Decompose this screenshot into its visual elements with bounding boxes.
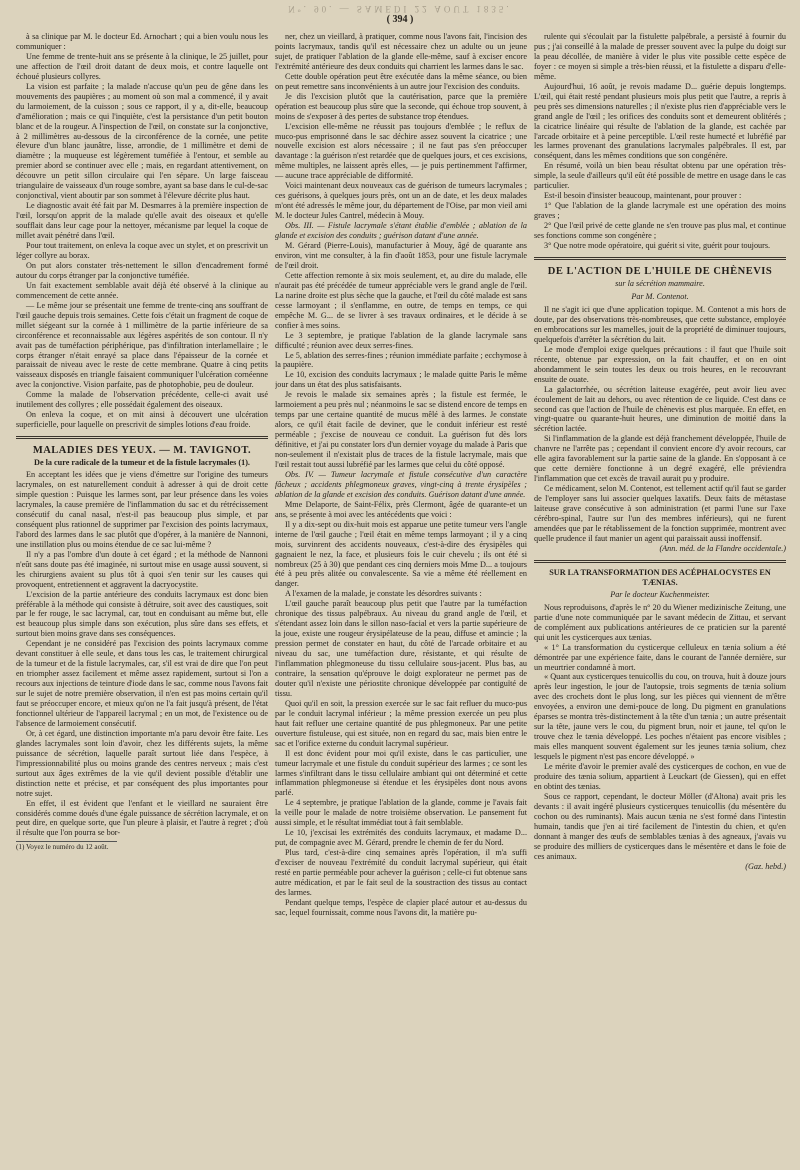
paragraph: Nous reproduisons, d'après le n° 20 du Wiener medizinische Zeitung, une partie d'une note communiquée par le savant médecin de Zittau, et servant de complément aux publications antérieures de ce praticien sur la parenté qui unit les cysticerques aux tænias.: [534, 602, 786, 642]
paragraph: rulente qui s'écoulait par la fistulette palpébrale, a persisté à fournir du pus ; j'ai conseillé à la malade de presser souvent avec la pulpe du doigt sur la peau décollée, de manière à vider le plus vite possible cette espèce de foyer : ce moyen si simple a très-bien réussi, et la fistulette a disparu d'elle-même.: [534, 32, 786, 81]
paragraph: Il ne s'agit ici que d'une application topique. M. Contenot a mis hors de doute, par des observations très-nombreuses, que cette substance, employée en embrocations sur les mamelles, jouit de la propriété de diminuer toujours, quelquefois d'arrêter la sécrétion du lait.: [534, 304, 786, 344]
paragraph: Je dis l'excision plutôt que la cautérisation, parce que la première opération est beaucoup plus sûre que la seconde, qui échoue trop souvent, à moins de s'exposer à des pertes de substance trop étendues.: [275, 91, 527, 121]
paragraph: Si l'inflammation de la glande est déjà franchement développée, l'huile de chanvre ne l'arrête pas ; cependant il convient encore d'y avoir recours, car elle agira favorablement sur la partie saine de la glande. En s'opposant à ce que cette dernière fonctionne à un degré exagéré, elle préviendra l'inflammation que cet excès de travail aurait pu y produire.: [534, 434, 786, 484]
paragraph: L'excision elle-même ne réussit pas toujours d'emblée ; le reflux de muco-pus emprisonné dans le sac déchire assez souvent la cicatrice ; une nouvelle excision est alors nécessaire ; il ne faut pas s'en préoccuper davantage : la guérison n'est retardée que de quelques jours, et ces excisions, même multiples, ne laissent après elles, — je puis pertinemment l'affirmer, — aucune trace appréciable de difformité.: [275, 121, 527, 181]
observation-4-body: [275, 500, 527, 918]
paragraph: M. Gérard (Pierre-Louis), manufacturier à Mouy, âgé de quarante ans environ, vint me consulter, à la fin d'août 1853, pour une fistule lacrymale de l'œil droit.: [275, 241, 527, 270]
column-1: [16, 32, 268, 1164]
col2-intro: [275, 32, 527, 221]
paragraph: Pendant quelque temps, l'espèce de clapier placé autour et au-dessus du sac, lequel fournissait, comme nous l'avons dit, la matière pu-: [275, 897, 527, 917]
page-number: ( 394 ): [386, 14, 414, 25]
paragraph: Pour tout traitement, on enleva la coque avec un stylet, et on prescrivit un léger collyre au borax.: [16, 241, 268, 260]
paragraph: La galactorrhée, ou sécrétion laiteuse exagérée, peut avoir lieu avec écoulement de lait au dehors, ou avec rétention de ce liquide. C'est dans ce second cas que l'action de l'huile de chènevis est plus marquée. En effet, en vingt-quatre ou quarante-huit heures, une diminution de moitié dans la sécrétion lactée.: [534, 384, 786, 434]
section-title-maladies-des-yeux: MALADIES DES YEUX. — M. TAVIGNOT.: [32, 445, 252, 457]
paragraph: à sa clinique par M. le docteur Ed. Arnochart ; qui a bien voulu nous les communiquer :: [16, 32, 268, 51]
paragraph: Le mérite d'avoir le premier avalé des cysticerques de cochon, en vue de produire des tænia solium, appartient à Leuckart (de Giessen), qui en effet en obtint des tænias.: [534, 762, 786, 791]
paragraph: 3° Que notre mode opératoire, qui guérit si vite, guérit pour toujours.: [544, 241, 771, 251]
paragraph: Or, à cet égard, une distinction importante m'a paru devoir être faite. Les glandes lacrymales sont loin d'avoir, chez les différents sujets, la même puissance de sécrétion, laquelle paraît surtout liée dans l'espèce, à l'impressionnabilité plus ou moins grande des centres nerveux ; mais c'est surtout aux âges extrêmes de la vie qu'il devient possible d'établir une distinction nette et précise, et par conséquent des plus importantes pour notre sujet.: [16, 728, 268, 798]
section-title-acephalocystes: SUR LA TRANSFORMATION DES ACÉPHALOCYSTES EN TÆNIAS.: [549, 567, 771, 587]
paragraph: Il n'y a pas l'ombre d'un doute à cet égard ; et la méthode de Nannoni n'eût sans doute pas été imaginée, ni surtout mise en usage aussi souvent, si les chirurgiens avaient su plus tôt à quoi s'en tenir sur les causes qui provoquent, entretiennent et aggravent la dacryocystite.: [16, 549, 268, 589]
page-columns: [16, 32, 786, 1164]
paragraph: Le 4 septembre, je pratique l'ablation de la glande, comme je l'avais fait la veille pour le malade de notre troisième observation. Le pansement fut aussi simple, et le résultat immédiat tout à fait semblable.: [275, 798, 527, 828]
column-3: [534, 32, 786, 1164]
huile-chenevis-body: [534, 305, 786, 544]
paragraph: En résumé, voilà un bien beau résultat obtenu par une opération très-simple, la seule d'ailleurs qu'il eût été possible de mettre en usage dans le cas particulier.: [534, 161, 786, 191]
column-2: [275, 32, 527, 1164]
paragraph: Est-il besoin d'insister beaucoup, maintenant, pour prouver :: [544, 191, 742, 201]
paragraph: On enleva la coque, et on mit ainsi à découvert une ulcération superficielle, pour laquelle on prescrivit de simples lotions d'eau froide.: [16, 410, 268, 430]
paragraph: Le diagnostic avait été fait par M. Desmarres à la première inspection de l'œil, lorsqu'on apprit de la malade qu'elle avait des oiseaux et qu'elle soufflait dans leur cage pour la nettoyer, mécanisme par lequel la coque de millet avait pénétré dans l'œil.: [16, 201, 268, 241]
footnote: (1) Voyez le numéro du 12 août.: [16, 841, 117, 852]
paragraph: Je revois le malade six semaines après ; la fistule est fermée, le larmoiement a peu près nul ; néanmoins le sac se distend encore de temps en temps par une certaine quantité de mucus mêlé à des larmes. Je constate alors, ce qu'il était facile de deviner, que le conduit inférieur est resté perméable ; j'excise de nouveau ce conduit. La guérison fut dès lors définitive, et j'ai pu constater lors d'un dernier voyage du malade à Paris que non-seulement il n'existait plus de traces de la fistule lacrymale, mais que l'œil restait tout aussi lubréfié par les larmes que celui du côté opposé.: [275, 390, 527, 469]
paragraph: Le mode d'emploi exige quelques précautions : il faut que l'huile soit récente, obtenue par expression, on la fait chauffer, et on en oint abondamment le sein toutes les deux ou trois heures, en le recouvrant ensuite de ouate.: [534, 344, 786, 384]
paragraph: A l'examen de la malade, je constate les désordres suivants :: [285, 589, 482, 599]
paragraph: Cette double opération peut être exécutée dans la même séance, ou bien on peut remettre sans inconvénients à un autre jour l'excision des conduits.: [275, 71, 527, 91]
paragraph: Un fait exactement semblable avait déjà été observé à la clinique au commencement de cette année.: [16, 280, 268, 300]
section-subtitle: sur la sécrétion mammaire.: [615, 278, 705, 288]
acephalocystes-body: [534, 603, 786, 862]
paragraph: En effet, il est évident que l'enfant et le vieillard ne sauraient être considérés comme doués d'une égale puissance de sécrétion lacrymale, et on peut dire, en quelque sorte, que l'un pleure à plaisir, et l'autre à regret ; d'où il résulte que l'on pourra se bor-: [16, 798, 268, 838]
paragraph: Sous ce rapport, cependant, le docteur Möller (d'Altona) avait pris les devants : il avait ingéré plusieurs cysticerques tenuicollis (du mésentère du cochon ou des ruminants). Mais aucun tænia ne s'est formé dans l'intestin humain, tandis que j'en ai tiré facilement de l'intestin du chien, et qu'en donnant à manger des œufs de semblables tænias à des agneaux, j'avais vu se produire des milliers de cysticerques dans le mésentère et dans le foie de ces animaux.: [534, 791, 786, 861]
paragraph: En acceptant les idées que je viens d'émettre sur l'origine des tumeurs lacrymales, on est naturellement conduit à adresser à qui de droit cette simple question : Puisque les larmes sont, par leur présence dans les voies lacrymales, la cause première de l'inflammation du sac et du rétrécissement consécutif du canal nasal, n'est-il pas beaucoup plus simple, et par conséquent plus rationnel de supprimer par l'excision des points lacrymaux, l'abord des larmes dans le sac plutôt que d'opérer, à la manière de Nannoni, une instillation plus ou moins étendue de ce sac lui-même ?: [16, 470, 268, 549]
observation-3-title: Obs. III. — Fistule lacrymale s'étant établie d'emblée ; ablation de la glande et excision des conduits ; guérison datant d'une année.: [275, 221, 527, 241]
section-divider: [534, 257, 786, 260]
paragraph: « 1° La transformation du cysticerque celluleux en tænia solium a été démontrée par une expérience faite, dans le courant de l'année dernière, sur un meurtrier condamné à mort.: [534, 642, 786, 672]
paragraph: Cette affection remonte à six mois seulement, et, au dire du malade, elle n'aurait pas été précédée de tumeur appréciable vers le grand angle de l'œil. La narine droite est plus sèche que la gauche, et l'œil du côté malade est sans cesse larmoyant ; il s'enflamme, en outre, de temps en temps, ce qui empêche M. G... de se livrer à ses travaux ordinaires, et le décide à se confier à mes soins.: [275, 270, 527, 330]
article-subtitle: De la cure radicale de la tumeur et de la fistule lacrymales (1).: [34, 458, 250, 468]
paragraph: ner, chez un vieillard, à pratiquer, comme nous l'avons fait, l'incision des points lacrymaux, tandis qu'il est nécessaire chez un adulte ou un jeune sujet, de pratiquer l'ablation de la glande elle-même, sauf à exciser encore l'extrémité antérieure des deux conduits qui charrient les larmes dans le sac.: [275, 32, 527, 71]
source-citation: (Ann. méd. de la Flandre occidentale.): [659, 543, 786, 553]
paragraph: 2° Que l'œil privé de cette glande ne s'en trouve pas plus mal, et continue ses fonctions comme son congénère ;: [534, 221, 786, 241]
source-citation: (Gaz. hebd.): [745, 861, 786, 871]
paragraph: Le 5, ablation des serres-fines ; réunion immédiate parfaite ; ecchymose à la paupière.: [275, 350, 527, 370]
paragraph: Mme Delaporte, de Saint-Félix, près Clermont, âgée de quarante-et un ans, se présente à moi avec les antécédents que voici :: [275, 499, 527, 519]
paragraph: Une femme de trente-huit ans se présente à la clinique, le 25 juillet, pour une affection de l'œil droit datant de deux mois, et contre laquelle ont échoué plusieurs collyres.: [16, 51, 268, 81]
paragraph: L'œil gauche paraît beaucoup plus petit que l'autre par la tuméfaction chronique des tissus palpébraux. Au niveau du grand angle de l'œil, et s'étendant assez loin dans le sillon naso-facial et vers la partie supérieure de la joue, existe une rougeur érysipélateuse de la peau, diffuse et amincie ; la pression permet de constater en haut, du côté de l'arcade orbitaire et au niveau du sac, une tuméfaction dure, résistante, et qui résulte de l'inflammation phlegmoneuse du tissu cellulaire sous-jacent. Plus bas, au contraire, la sensation qu'éprouve le doigt explorateur ne permet pas de douter qu'il n'existe une périostite chronique développée par contiguïté de tissu.: [275, 599, 527, 698]
paragraph: — Le même jour se présentait une femme de trente-cinq ans souffrant de l'œil gauche depuis trois semaines. Cette fois c'était un fragment de coque de millet siégeant sur la cornée à 1 millimètre de la partie inférieure de sa circonférence et reconnaissable aux légères aspérités de son contour. Il n'y avait pas de tuméfaction périphérique, pas d'infiltration interlamellaire ; le corps étranger n'était enrayé sa place dans l'épaisseur de la cornée et paraissait de niveau avec le reste de cette membrane. Quatre à cinq petits vaisseaux disposés en triangle faisaient communiquer l'ulcération cornéenne avec la conjonctive. Vision parfaite, pas de photophobie, peu de douleur.: [16, 300, 268, 390]
paragraph: L'excision de la partie antérieure des conduits lacrymaux est donc bien préférable à la méthode qui consiste à détruire, soit avec des caustiques, soit par le fer rouge, le sac lacrymal, car, tout en conduisant au même but, elle est beaucoup plus simple dans son exécution, plus sûre dans ses effets, et surtout bien moins grave dans ses conséquences.: [16, 589, 268, 639]
paragraph: Aujourd'hui, 16 août, je revois madame D... guérie depuis longtemps. L'œil, qui était resté pendant plusieurs mois plus petit que l'autre, a repris à peu près ses dimensions naturelles ; il n'existe plus rien d'appréciable vers le grand angle de l'œil ; les orifices des conduits sont et demeurent oblitérés ; la cicatrice linéaire qui résulte de l'ablation de la glande, est cachée par l'arcade orbitaire et à peine perceptible. L'œil reste humecté et lubréfié par les larmes provenant des granulations lacrymales palpébrales. Il est, par conséquent, dans les mêmes conditions que son congénère.: [534, 81, 786, 161]
paragraph: Quoi qu'il en soit, la pression exercée sur le sac fait refluer du muco-pus par le conduit lacrymal inférieur ; la même pression exercée un peu plus haut fait refluer une certaine quantité de pus phlegmoneux. Par une petite ouverture fistuleuse, qui est située, non en regard du sac, mais bien entre le sac et l'orifice externe du conduit lacrymal supérieur.: [275, 698, 527, 748]
paragraph: Cependant je ne considéré pas l'excision des points lacrymaux comme devant constituer à elle seule, et dans tous les cas, le traitement chirurgical de la tumeur et de la fistule lacrymales, car, s'il est vrai de dire que l'on peut en triompher assez facilement et même assez rapidement, surtout si l'on a recours aux injections de teinture d'iode dans le sac, comme nous l'avons fait sur le sujet de notre première observation, il n'en est pas moins certain qu'il faut se préoccuper encore, et mieux qu'on ne l'a fait jusqu'à présent, de l'état fonctionnel ultérieur de l'appareil lacrymal ; en un mot, de l'existence ou de l'absence de larmoiement consécutif.: [16, 639, 268, 728]
paragraph: Voici maintenant deux nouveaux cas de guérison de tumeurs lacrymales ; ces guérisons, à quelques jours près, ont un an de date, et les deux malades m'ont été adressés le même jour, du département de l'Oise, par mon vieil ami M. le docteur Jules Cantrel, médecin à Mouy.: [275, 181, 527, 221]
section-author: Par le docteur Kuchenmeister.: [610, 589, 710, 599]
col3-intro: [534, 32, 786, 201]
section-divider: [534, 560, 786, 563]
paragraph: Il y a dix-sept ou dix-huit mois est apparue une petite tumeur vers l'angle interne de l'œil gauche ; l'œil était en même temps larmoyant ; il y a cinq mois, survinrent des accidents nouveaux, c'est-à-dire des érysipèles qui gagnaient le nez, la face, et plusieurs fois le cuir chevelu ; ils ont été si nombreux (25 à 30) que pendant ces cinq derniers mois Mme D... a toujours été à peu près alitée ou convalescente. Sa vie a même été réellement en danger.: [275, 519, 527, 589]
conclusion-list: [534, 201, 786, 251]
paragraph: Le 10, excision des conduits lacrymaux ; le malade quitte Paris le même jour dans un état des plus satisfaisants.: [275, 370, 527, 390]
section-divider: [16, 436, 268, 439]
paragraph: Le 3 septembre, je pratique l'ablation de la glande lacrymale sans difficulté ; réunion avec deux serres-fines.: [275, 330, 527, 350]
paragraph: Ce médicament, selon M. Contenot, est tellement actif qu'il faut se garder de l'employer sans lui associer quelques laxatifs. Deux faits de métastase laiteuse grave consécutive à son administration (et parmi l'une sur l'axe cérébro-spinal, l'autre sur l'un des membres inférieurs), qui ne furent amendées que par le rétablissement de la fonction supprimée, montrent avec quelle prudence il faut manier un agent qui paraissait aussi inoffensif.: [534, 484, 786, 543]
section-author: Par M. Contenot.: [631, 291, 689, 301]
observation-3-body: [275, 241, 527, 470]
section-title-huile-chenevis: DE L'ACTION DE L'HUILE DE CHÈNEVIS: [547, 265, 773, 277]
paragraph: 1° Que l'ablation de la glande lacrymale est une opération des moins graves ;: [534, 201, 786, 221]
paragraph: Il est donc évident pour moi qu'il existe, dans le cas particulier, une tumeur lacrymale et une fistule du conduit supérieur des larmes ; ce sont les larmes s'infiltrant dans le tissu cellulaire ambiant qui ont déterminé et cette inflammation phlegmoneuse si étendue et les érysipèles dont nous avons parlé.: [275, 748, 527, 798]
paragraph: On put alors constater très-nettement le sillon d'encadrement formé autour du corps étranger par la conjonctive tuméfiée.: [16, 260, 268, 280]
observation-4-title: Obs. IV. — Tumeur lacrymale et fistule consécutive d'un caractère fâcheux ; accidents phlegmoneux graves, vingt-cinq à trente érysipèles ; ablation de la glande et excision des conduits. Guérison datant d'une année.: [275, 469, 527, 499]
paragraph: « Quant aux cysticerques tenuicollis du cou, on trouva, huit à douze jours après leur ingestion, le jour de l'autopsie, trois segments de tænia solium avec des crochets dont le plus long, sur les pièces qui viennent de m'être envoyées, a environ une demi-pouce de long. Du pigment en granulations éparses se montra très-distinctement à la tête d'un tænia ; un autre présentait sur la tête, jaune vers le cou, du pigment brun, noir et jaune, tel qu'on le trouve chez le tænia développé. Les poches n'étaient pas encore visibles ; mais elles manquent souvent également sur les jeunes tænia solium, chez lesquels le pigment n'est pas encore développé. »: [534, 672, 786, 762]
paragraph: La vision est parfaite ; la malade n'accuse qu'un peu de gêne dans les mouvements des paupières ; au moment où son mal a commencé, il y avait du larmoiement, de la cuisson ; sous ce rapport, il y a, dit-elle, beaucoup d'amélioration ; mais ce qui l'inquiète, c'est la persistance d'un petit bouton blanc et de la rougeur. A l'inspection de l'œil, on constate sur la conjonctive, à 2 millimètres au-dessous de la circonférence de la cornée, une petite élevure d'un blanc jaunâtre, lisse, arrondie, de 1 millimètre et demi de diamètre ; la muqueuse est légèrement tuméfiée à l'entour, et semble au premier abord se continuer avec elle ; mais, en regardant attentivement, on découvre un petit sillon circulaire qui l'en sépare. Un large faisceau triangulaire de vaisseaux d'un rouge sombre, ayant sa base dans le cul-de-sac conjonctival, vient aboutir par son sommet à l'élevure décrite plus haut.: [16, 81, 268, 201]
col1-intro: [16, 32, 268, 430]
paragraph: Comme la malade de l'observation précédente, celle-ci avait usé inutilement des collyres ; elle possédait également des oiseaux.: [16, 390, 268, 410]
paragraph: Le 10, j'excisai les extrémités des conduits lacrymaux, et madame D... put, de compagnie avec M. Gérard, prendre le chemin de fer du Nord.: [275, 828, 527, 848]
bleed-through-header: Nº. 90. — SAMEDI 22 AOUT 1835.: [288, 4, 512, 14]
paragraph: Plus tard, c'est-à-dire cinq semaines après l'opération, il m'a suffi d'exciser de nouveau l'extrémité du conduit lacrymal supérieur, qui était resté en partie perméable pour achever la guérison ; celle-ci fut obtenue sans autre médication, et par le fait seul de la soustraction des tissus au contact des larmes.: [275, 848, 527, 897]
col1-body: [16, 470, 268, 838]
